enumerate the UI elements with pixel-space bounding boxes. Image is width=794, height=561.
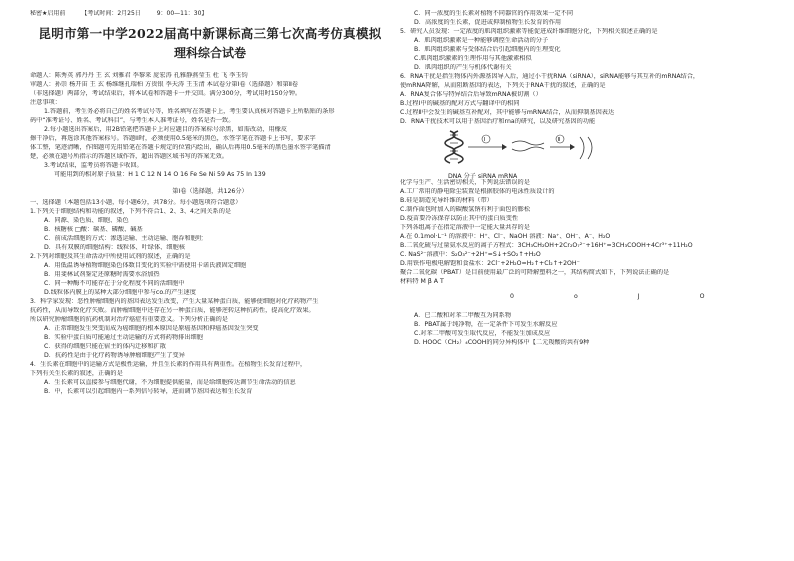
question-4: 4．生长素在细胞中的运输方式是极性运输，并且生长素的作用具有两重性。在植物生长发育过程中， <box>30 360 307 368</box>
q2-option-b: B．用斐林试剂鉴定还原糖时需要水浴加热 <box>44 270 160 278</box>
question-7: 化学与生产、生活密切相关，下列说法错误的是 <box>400 178 530 186</box>
q9-option-b: B．PBAT属于纯净物，在一定条件下可发生水解反应 <box>414 320 558 328</box>
q1-option-b: B．核糖核 □酸：碳基、磷酸、碱基 <box>44 225 143 233</box>
question-6-cont: 使mRNA降解，从而阻断基因的表达，下列关于RNA干扰的叙述，正确的是 <box>400 81 606 89</box>
note-2-cont-b: 体工整，笔迹清晰，作图题可先用铅笔在答题卡规定的位置内绘出，确认后再用0.5毫米的黑色墨水签字笔描清 <box>30 144 331 152</box>
sirna-strand-icon <box>512 141 544 145</box>
dna-diagram-svg <box>410 129 610 169</box>
step-1-label: Ⅰ <box>484 136 486 143</box>
q5-option-a: A．肌肉组织激素是一种能够调控生命活动的分子 <box>414 36 549 44</box>
question-9: 聚合二氧化碳（PBAT）是目前使用最广泛的可降解塑料之一，其结构简式如下，下列说法正确的是 <box>400 268 670 276</box>
q2-option-a: A．用低温诱导植物细胞染色体数目变化的实验中需使用卡诺氏液固定细胞 <box>44 261 247 269</box>
right-column <box>400 10 768 555</box>
question-8: 下列各组离子在指定溶液中一定能大量共存的是 <box>400 223 530 231</box>
question-3-cont-a: 抗药性，从而导致化疗失败。而肿瘤细胞中还存在另一种蛋白质，能够逆转这种抗药性，提高化疗效果。 <box>30 306 315 314</box>
q7-option-a: A.工厂常用的静电除尘装置是根据胶体的电泳性质设计的 <box>400 187 555 195</box>
question-2: 2.下列对细胞及其生命活动中所使用试剂的叙述，正确的是 <box>30 252 191 260</box>
structure-symbol-2: o <box>573 292 578 300</box>
note-1-cont: 码中“准考证号、姓名、考试科目”，与考生本人准考证号，姓名是否一致。 <box>30 117 235 125</box>
question-9-structure: 材料特 M β A T <box>400 277 444 285</box>
exam-header <box>30 10 390 19</box>
note-2-cont-c: 楚，必须在题号所指示的答题区域作答，超出答题区域书写的答案无效。 <box>30 153 228 161</box>
question-6: 6．RNA干扰是指生物体内外源基因导入后，通过小干扰RNA（siRNA），siRNA能够与其互补的mRNA结合， <box>400 72 700 80</box>
step-2-label: Ⅱ <box>557 136 560 143</box>
q2-option-d: D.线粒体内膜上的某种大部分细胞中参与co.的产生速度 <box>44 288 196 296</box>
section-title: 第Ⅰ卷（选择题，共126分） <box>172 188 248 196</box>
dna-diagram-caption: DNA 分子 siRNA mRNA <box>448 172 518 180</box>
structure-symbol-4: O <box>699 292 705 300</box>
structure-symbol-1: 0 <box>510 292 514 300</box>
q9-option-c: C.对苯二甲酸可发生取代反应，不能发生加成反应 <box>414 329 551 337</box>
q5-option-b: B．肌肉组织激素与受体结合后引起细胞内的生理变化 <box>414 45 561 53</box>
mrna-strand-icon <box>580 137 584 159</box>
q3-option-d: D．抗药性是由于化疗药物诱导肿瘤细胞产生了变异 <box>44 351 185 359</box>
arrow-icon <box>468 144 507 150</box>
q5-option-d: D．肌肉组织的产生与机体代谢有关 <box>414 63 512 71</box>
q5-option-c: C.肌肉组织激素的生理作用与其他激素相似 <box>414 54 532 62</box>
exam-subtitle: 理科综合试卷 <box>173 45 246 60</box>
q1-option-c: C．前成活细胞的方式：渗透运输、主动运输、胞吞和胞吐 <box>44 234 204 242</box>
sirna-strand-icon-2 <box>512 147 544 151</box>
q8-option-a: A.在 0.1mol·L⁻¹ 的溶液中：H⁺、Cl⁻、NaOH 溶液：Na⁺、OH⁻、A⁻、H₂O <box>400 232 611 240</box>
q6-option-c: C.过程Ⅱ中会发生的碱基互补配对，其中能够与mRNA结合，从而抑制基因表达 <box>400 108 615 116</box>
question-1: 1.下列关于细胞结构和功能的叙述，下列不符合1、2、3、4之间关系的是 <box>30 207 232 215</box>
note-2-cont-a: 擦干净后，再选涂其他答案标号。答题II时，必须使用0.5毫米的黑色，水签字笔在答题卡上书写，要求字 <box>30 135 316 143</box>
q6-option-a: A．RNA复合体与特异结合后导致mRNA被切割（） <box>400 90 542 98</box>
q8-option-d: D.用铁作电极电解饱和食盐水：2Cl⁻+2H₂O=H₂↑+Cl₂↑+2OH⁻ <box>400 259 580 267</box>
note-1: 1.答题前，考生务必将自己的姓名考试号等，姓名填写在答题卡上，考生要认真核对答题卡上所粘贴的条形 <box>44 108 335 116</box>
mrna-strand-icon-2 <box>588 137 592 159</box>
atomic-mass-line: 可能用到的相对原子质量：H 1 C 12 N 14 O 16 Fe Se Ni 59 As 75 In 139 <box>54 171 266 179</box>
question-3-cont-b: 所以研究肿瘤细胞的抗药机制对治疗癌症有重要意义。下列分析正确的是 <box>30 315 228 323</box>
notes-heading: 注意事项： <box>30 99 61 107</box>
q1-option-a: A．同源、染色质、细胞、染色 <box>44 216 129 224</box>
question-4-cont: 下列有关生长素的叙述，正确的是 <box>30 369 123 377</box>
q8-option-b: B.二氧化硫与过量氨水反应的离子方程式：3CH₃CH₂OH+2Cr₂O₇²⁻+16H⁺=3CH₃COOH+4Cr³⁺+11H₂O <box>400 241 693 249</box>
structure-symbol-3: J <box>637 292 640 300</box>
q8-option-c: C. NaS²⁻溶液中：S₂O₃²⁻+2H⁺=S↓+SO₂↑+H₂O <box>400 250 541 258</box>
note-3: 3.考试结束，监考员将答题卡收回。 <box>44 162 143 170</box>
q4-option-b: B．中，长素可以引起细胞内一系列信号转导，进而调节基因表达和生长发育 <box>44 387 253 395</box>
q6-option-b: B.过程Ⅰ中的碱基的配对方式与翻译中的相同 <box>400 99 520 107</box>
reviewers-line: 审题人：孙崇 杨开宙 王 玄 杨维继孔瑞柏 方贵银 李天涛 王玉清 本试卷分第Ⅰ卷（选择题）和第Ⅱ卷 <box>30 81 299 89</box>
exam-time: 【考试时间：2月25日 <box>81 10 141 17</box>
q4-option-c: C．同一浓度的生长素对植物不同器官的作用效果一定不同 <box>414 10 574 17</box>
q3-option-a: A．正常细胞发生突变而成为癌细胞的根本原因是原癌基因和抑癌基因发生突变 <box>44 324 259 332</box>
q7-option-c: C.制作面包时加入的碳酸氢钠有利于面包的膨松 <box>400 205 531 213</box>
question-5: 5．研究人员发现：一定浓度的肌肉组织激素等能促进成纤维细胞分化，下列相关叙述正确的是 <box>400 27 658 35</box>
q3-option-c: C．获得的细胞只能在宿主的体内迁移和扩散 <box>44 342 166 350</box>
q1-option-d: D．具有双膜的细胞结构：线粒体、叶绿体、细胞核 <box>44 243 185 251</box>
q4-option-a: A．生长素可以直接参与细胞代谢，不为细胞提供能量，而是给细胞传达调节生命活动的信息 <box>44 378 296 386</box>
left-column <box>30 10 390 555</box>
dna-helix-icon <box>445 131 463 163</box>
q4-option-d: D．高浓度的生长素，促进或抑制植物生长发育的作用 <box>414 18 562 26</box>
question-3: 3．科学家发现：恶性肿瘤细胞内的基因表达发生改变，产生大量某种蛋白质，能够使细胞对化疗药物产生 <box>30 297 319 305</box>
q9-option-a: A．已二酸和对苯二甲酸互为同系物 <box>414 311 512 319</box>
authors-line: 命题人：陈秀英 郭丹丹 王 玄 刘雅君 李黎来 庞宏涛 孔雅静燕莹玉 杜 飞 李玉钧 <box>30 72 248 80</box>
exam-time-range: 9：00—11：30】 <box>156 10 208 17</box>
rna-interference-diagram <box>410 129 768 180</box>
exam-info-line: （非选择题）两部分，考试结束后，将本试卷和答题卡一并交回。满分300分，考试用时150分钟。 <box>30 90 302 98</box>
note-2: 2.每小题选出答案后，用2B铅笔把答题卡上对应题目的答案标号涂黑，如需改动，用橡皮 <box>44 126 288 134</box>
q7-option-d: D.疫苗要冷冻保存以防止其中的蛋白质变性 <box>400 214 519 222</box>
q6-option-d: D．RNA干扰技术可以用于基因治疗和rna的研究，以及研究基因的功能 <box>400 117 596 125</box>
q3-option-b: B．实验中蛋白质可能通过主动运输的方式将药物排出细胞 <box>44 333 203 341</box>
secret-label: 秘密★启用前 <box>30 10 66 17</box>
exam-title: 昆明市第一中学2022届高中新课标高三第七次高考仿真模拟 <box>38 25 382 41</box>
structure-symbols <box>400 293 768 302</box>
q9-option-d: D. HOOC（CH₂）₄COOH的同分异构体中【二元羧酸的共有9种 <box>414 338 590 346</box>
arrow-icon-2 <box>550 144 575 150</box>
q2-option-c: C．同一种酶不可能存在于分化程度不同的活细胞中 <box>44 279 185 287</box>
q7-option-b: B.硅是制造光导纤维的材料（带） <box>400 196 493 204</box>
section-instructions: 一、选择题（本题包括13小题，每小题6分，共78分。每小题选项符合题意） <box>30 199 242 206</box>
